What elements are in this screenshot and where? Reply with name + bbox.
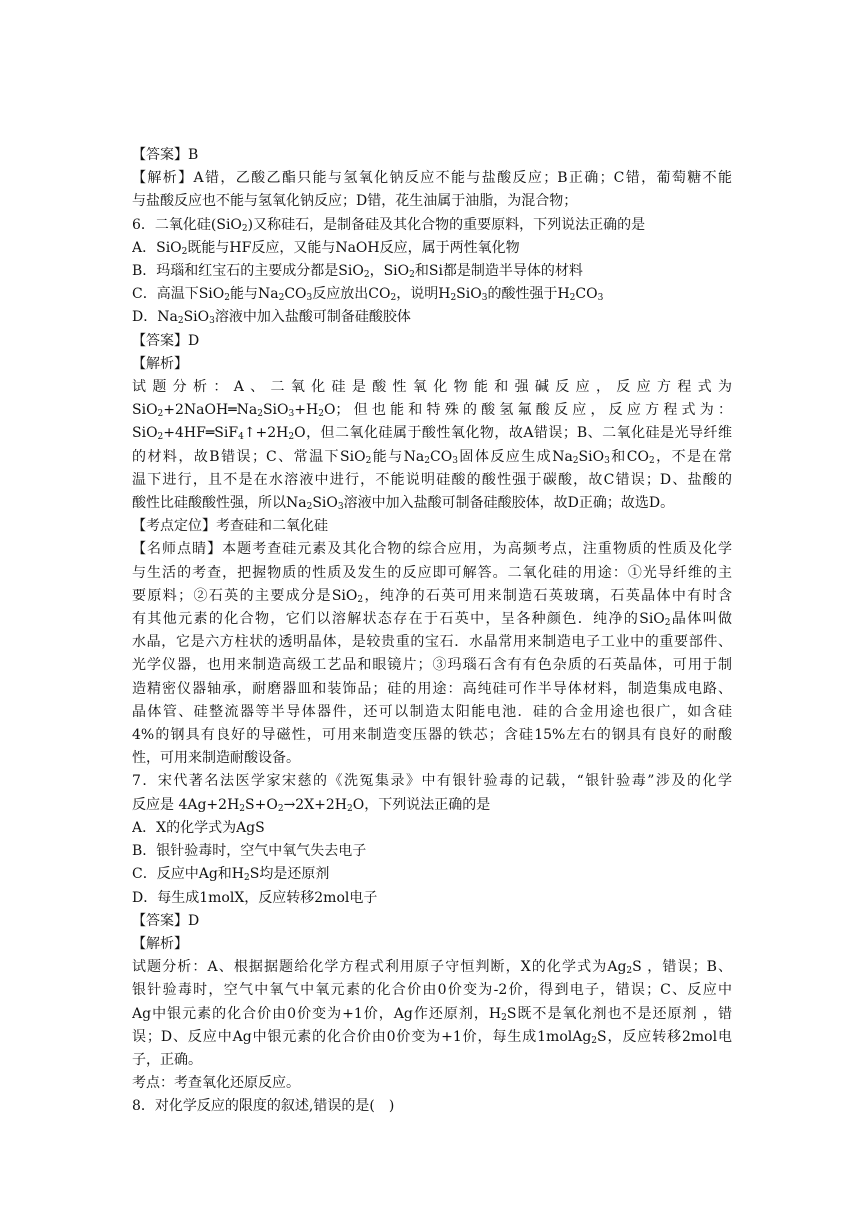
q6-tip-line-3: 要原料；②石英的主要成分是SiO$_2$，纯净的石英可用来制造石英玻璃，石英晶体中有时含 [132,587,732,605]
q7-stem-line-2: 反应是 $4Ag+2H_2S+O_2\to 2X+2H_2O$，下列说法正确的是 [132,796,491,814]
q6-tip-line-1: 【名师点睛】本题考查硅元素及其化合物的综合应用，为高频考点，注重物质的性质及化学 [132,541,732,558]
q6-option-b: B．玛瑙和红宝石的主要成分都是SiO$_2$，SiO$_2$和Si都是制造半导体的材料 [132,263,583,281]
q7-stem-line-1: 7．宋代著名法医学家宋慈的《洗冤集录》中有银针验毒的记载，“银针验毒”涉及的化学 [132,773,732,790]
q6-answer: 【答案】D [132,332,200,349]
q7-explanation-line-5: 子，正确。 [132,1051,202,1068]
q6-option-c: C．高温下SiO$_2$能与$Na_2CO_3$反应放出$CO_2$，说明$H_2SiO_3$的酸性强于$H_2CO_3$ [132,286,604,304]
q7-explanation-line-3: Ag中银元素的化合价由0价变为+1价，Ag作还原剂，$H_2S$既不是氧化剂也不是还原剂 ，错 [132,1005,732,1023]
q6-tip-line-2: 与生活的考查，把握物质的性质及发生的反应即可解答。二氧化硅的用途：①光导纤维的主 [132,564,732,581]
q7-answer: 【答案】D [132,912,200,929]
document-body [132,144,732,1119]
q7-option-a: A．X的化学式为AgS [132,819,265,836]
q7-point: 考点：考查氧化还原反应。 [132,1075,300,1092]
q7-analysis-label: 【解析】 [132,935,188,952]
q8-stem: 8．对化学反应的限度的叙述,错误的是( ) [132,1098,395,1115]
q6-explanation-line-4: 的材料，故B错误；C、常温下SiO$_2$能与$Na_2CO_3$固体反应生成$Na_2SiO_3$和$CO_2$，不是在常 [132,448,732,466]
q6-tip-line-4: 有其他元素的化合物，它们以溶解状态存在于石英中，呈各种颜色．纯净的SiO$_2$晶体叫做 [132,611,732,629]
q7-explanation-line-4: 误；D、反应中Ag中银元素的化合价由0价变为+1价，每生成1molAg$_2$S，反应转移2mol电 [132,1028,732,1046]
q7-option-c: C．反应中Ag和$H_2S$均是还原剂 [132,866,330,884]
q6-tip-line-5: 水晶，它是六方柱状的透明晶体，是较贵重的宝石．水晶常用来制造电子工业中的重要部件、 [132,634,732,651]
q6-explanation-line-5: 温下进行，且不是在水溶液中进行，不能说明硅酸的酸性强于碳酸，故C错误；D、盐酸的 [132,471,732,488]
q6-stem: 6．二氧化硅(SiO$_2$)又称硅石，是制备硅及其化合物的重要原料，下列说法正确的是 [132,216,646,234]
q6-tip-line-10: 性，可用来制造耐酸设备。 [132,750,300,767]
q6-explanation-line-1: 试题分析：A、二氧化硅是酸性氧化物能和强碱反应，反应方程式为 [132,379,732,396]
q7-option-b: B．银针验毒时，空气中氧气失去电子 [132,843,367,860]
q5-analysis-line-2: 与盐酸反应也不能与氢氧化钠反应；D错，花生油属于油脂，为混合物； [132,193,578,210]
q6-option-d: D．$Na_2SiO_3$溶液中加入盐酸可制备硅酸胶体 [132,309,411,327]
q7-explanation-line-1: 试题分析：A、根据据题给化学方程式利用原子守恒判断，X的化学式为$Ag_2S$ ，错误；B、 [132,959,732,977]
q6-analysis-label: 【解析】 [132,355,188,372]
q6-tip-line-7: 造精密仪器轴承，耐磨器皿和装饰品；硅的用途：高纯硅可作半导体材料，制造集成电路、 [132,680,732,697]
q7-option-d: D．每生成1molX，反应转移2mol电子 [132,889,378,906]
q6-explanation-line-2: $SiO_2+2NaOH═Na_2SiO_3+H_2O$；但也能和特殊的酸氢氟酸反应，反应方程式为： [132,402,732,420]
q6-point: 【考点定位】考查硅和二氧化硅 [132,518,328,535]
q6-explanation-line-3: $SiO_2+4HF═SiF_4↑+2H_2O$，但二氧化硅属于酸性氧化物，故A错误；B、二氧化硅是光导纤维 [132,425,732,443]
q5-answer: 【答案】B [132,147,199,163]
q7-explanation-line-2: 银针验毒时，空气中氧气中氧元素的化合价由0价变为-2价，得到电子，错误；C、反应中 [132,982,732,999]
q6-tip-line-8: 晶体管、硅整流器等半导体器件，还可以制造太阳能电池．硅的合金用途也很广，如含硅 [132,703,732,720]
q6-option-a: A．SiO$_2$既能与HF反应，又能与NaOH反应，属于两性氧化物 [132,239,520,257]
q5-analysis-line-1: 【解析】A错，乙酸乙酯只能与氢氧化钠反应不能与盐酸反应；B正确；C错，葡萄糖不能 [132,170,732,187]
q6-tip-line-9: 4%的钢具有良好的导磁性，可用来制造变压器的铁芯；含硅15%左右的钢具有良好的耐酸 [132,727,732,744]
q6-tip-line-6: 光学仪器，也用来制造高级工艺品和眼镜片；③玛瑙石含有有色杂质的石英晶体，可用于制 [132,657,732,674]
q6-explanation-line-6: 酸性比硅酸酸性强，所以$Na_2SiO_3$溶液中加入盐酸可制备硅酸胶体，故D正确；故选D。 [132,495,675,513]
